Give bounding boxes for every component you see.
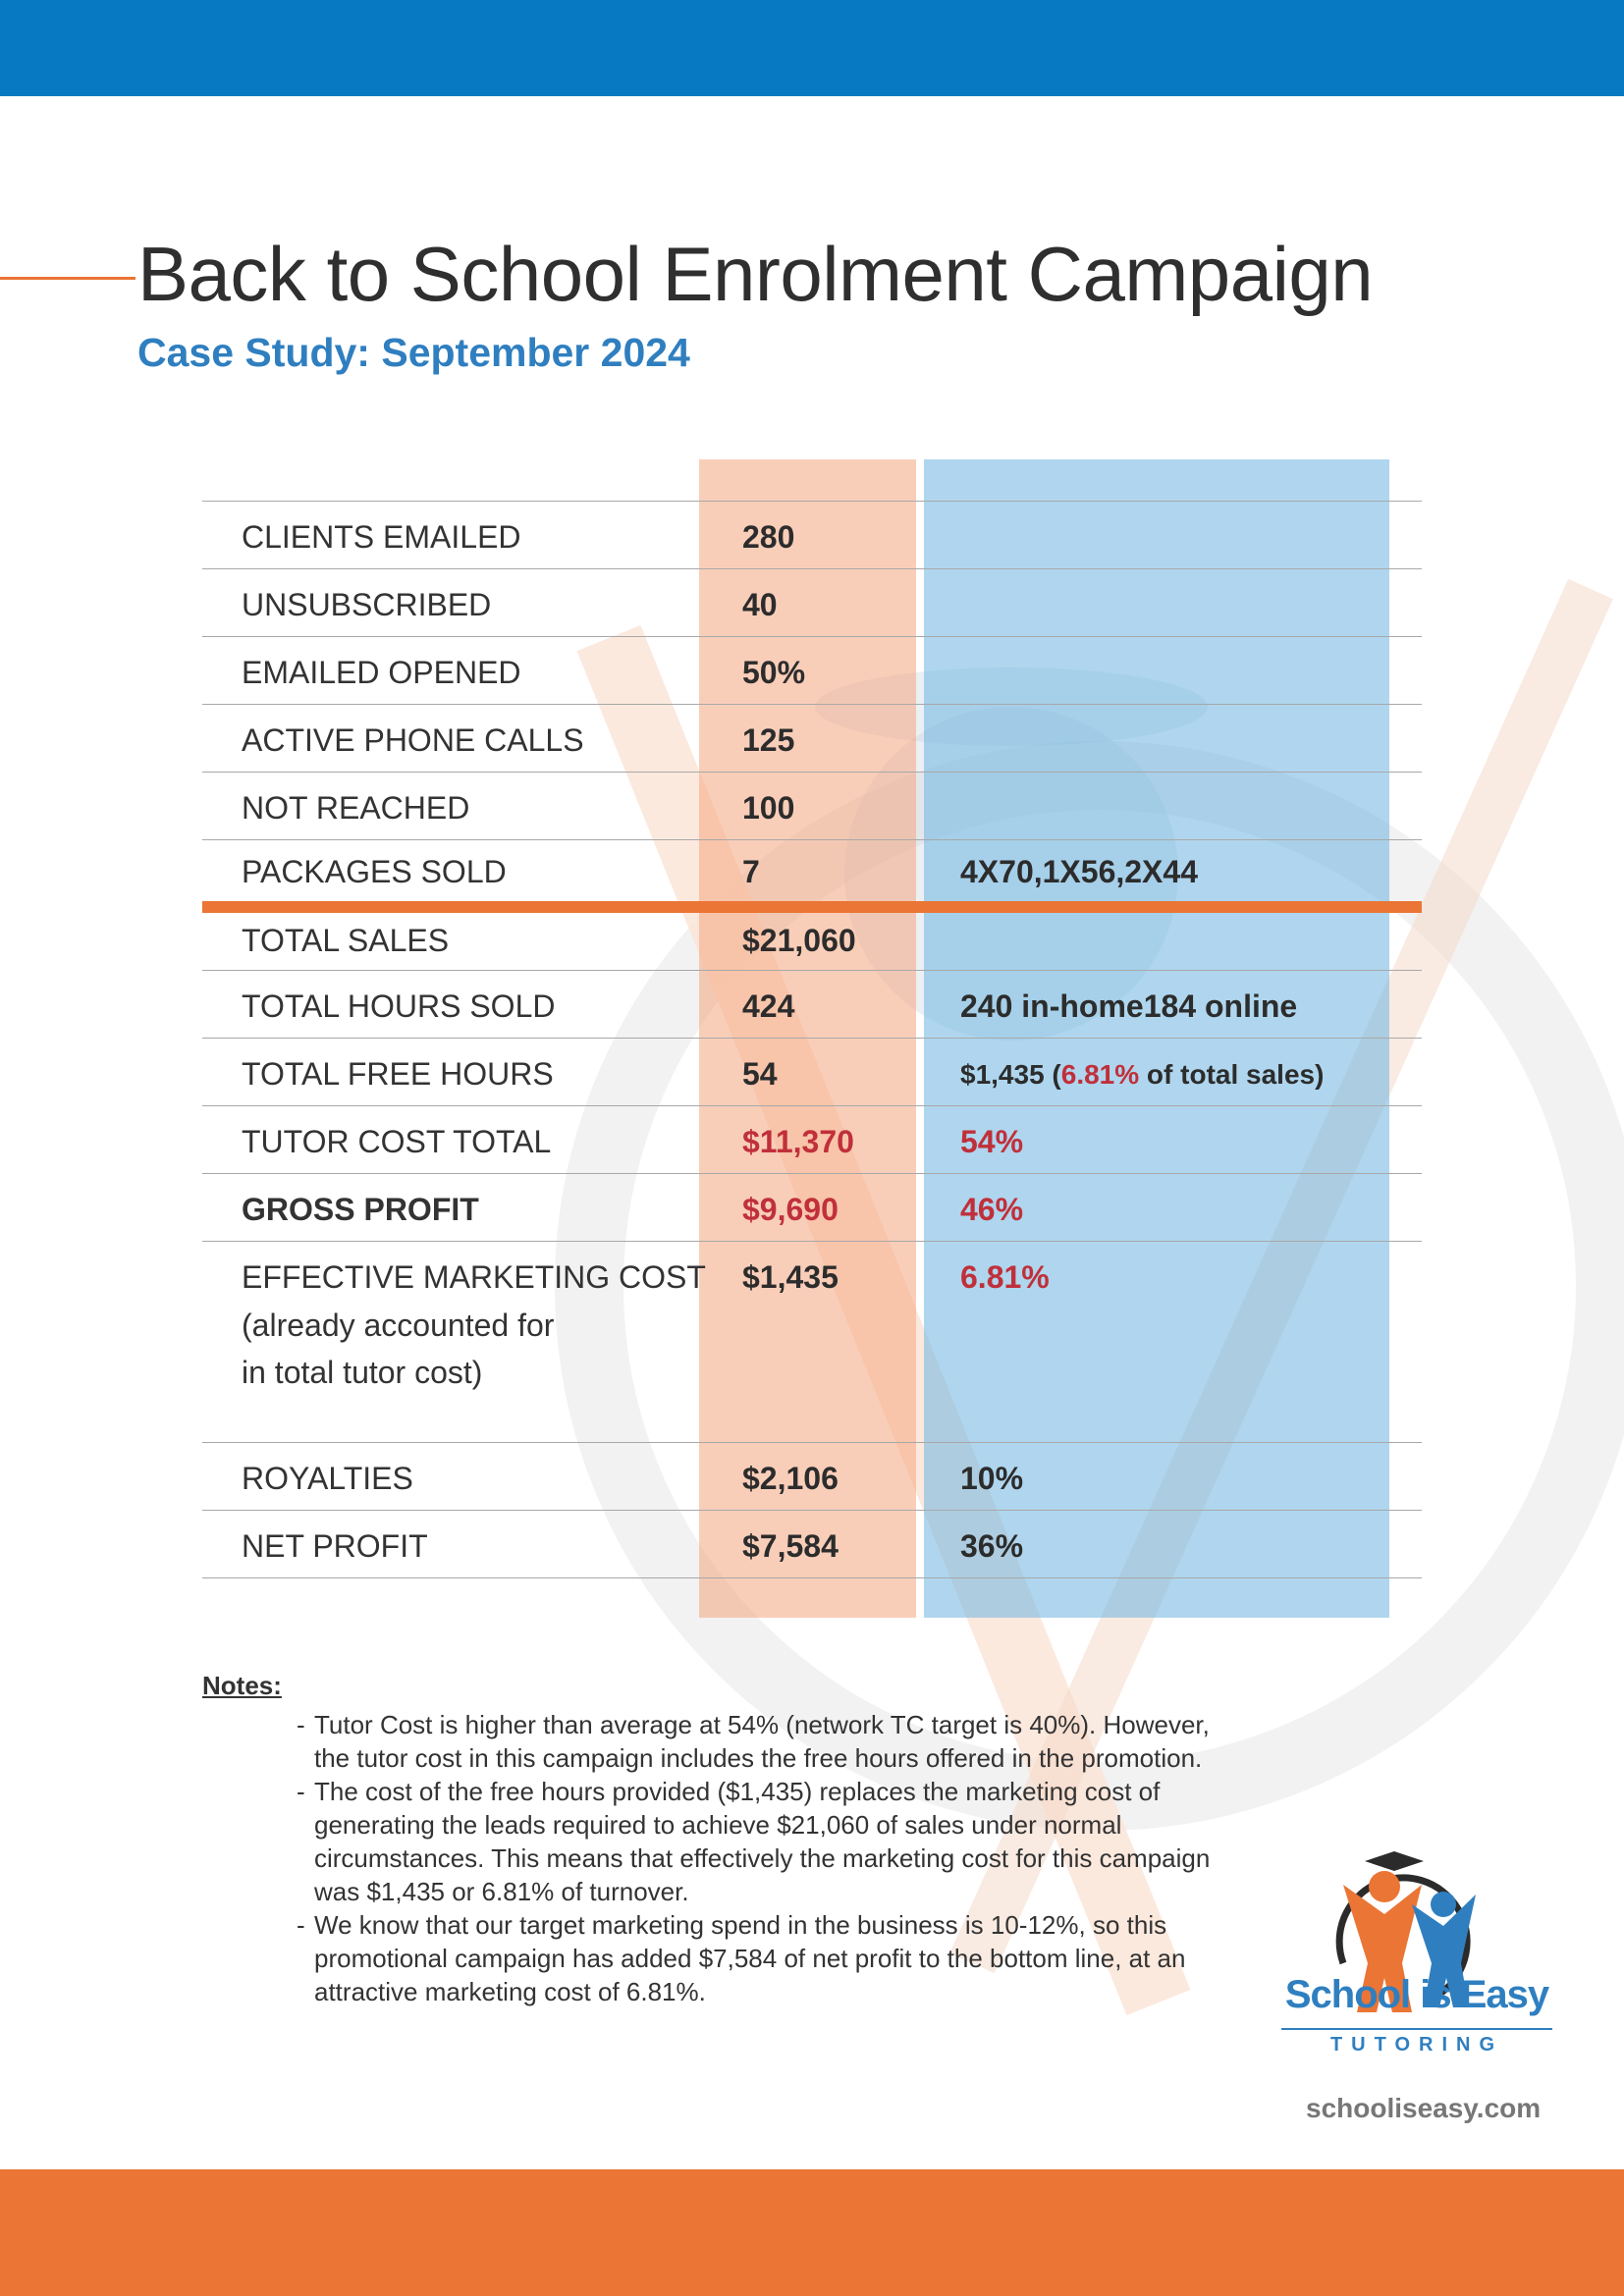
row-label: ROYALTIES <box>242 1461 413 1496</box>
row-note: 6.81% <box>960 1259 1050 1295</box>
notes-list <box>297 1708 1223 2008</box>
notes-section <box>202 1669 1223 2008</box>
row-value: $21,060 <box>742 923 856 958</box>
table-row <box>202 1241 1422 1442</box>
title-accent-rule <box>0 277 135 280</box>
row-value: $9,690 <box>742 1192 839 1227</box>
row-value: 50% <box>742 655 806 690</box>
note-item: - We know that our target marketing spend in the business is 10-12%, so this promotional campaign has added $7,584 of net profit to the bottom line, at an attractive marketing cost of 6.81%. <box>297 1908 1223 2008</box>
note-item: - The cost of the free hours provided ($1,435) replaces the marketing cost of generating the leads required to achieve $21,060 of sales under normal circumstances. This means that effectively the marketing cost for this campaign was $1,435 or 6.81% of turnover. <box>297 1775 1223 1908</box>
row-label: TOTAL SALES <box>242 923 450 958</box>
row-label: EMAILED OPENED <box>242 655 521 690</box>
table-row <box>202 970 1422 1038</box>
note-suffix: of total sales) <box>1139 1059 1325 1090</box>
logo-tagline: TUTORING <box>1329 2034 1504 2056</box>
row-label: UNSUBSCRIBED <box>242 587 492 622</box>
row-value: $1,435 <box>742 1259 839 1295</box>
bottom-orange-band <box>0 2169 1624 2296</box>
row-value: 100 <box>742 790 795 826</box>
table-row <box>202 704 1422 772</box>
row-sublabel: (already accounted for <box>242 1308 555 1343</box>
row-label: PACKAGES SOLD <box>242 854 507 889</box>
row-value: 54 <box>742 1056 778 1092</box>
table-row <box>202 1105 1422 1173</box>
row-note: 240 in-home184 online <box>960 988 1298 1024</box>
note-highlight: 6.81% <box>1060 1059 1140 1090</box>
row-note: 46% <box>960 1192 1024 1227</box>
row-value: $2,106 <box>742 1461 839 1496</box>
row-note: 36% <box>960 1528 1024 1564</box>
row-value: $7,584 <box>742 1528 839 1564</box>
row-note: 4X70,1X56,2X44 <box>960 854 1198 889</box>
row-value: 424 <box>742 988 795 1024</box>
row-label: NOT REACHED <box>242 790 470 826</box>
logo-wordmark: School is Easy <box>1284 1973 1549 2016</box>
row-value: 40 <box>742 587 778 622</box>
notes-heading: Notes: <box>202 1671 282 1700</box>
row-label-main: EFFECTIVE MARKETING COST <box>242 1259 706 1295</box>
page-subtitle: Case Study: September 2024 <box>137 330 690 376</box>
table-row <box>202 772 1422 839</box>
table-row <box>202 636 1422 704</box>
note-item: - Tutor Cost is higher than average at 54% (network TC target is 40%). However, the tutor cost in this campaign includes the free hours offered in the promotion. <box>297 1708 1223 1775</box>
table-row <box>202 1510 1422 1578</box>
row-sublabel: in total tutor cost) <box>242 1355 483 1390</box>
row-label <box>242 1259 706 1396</box>
top-blue-band <box>0 0 1624 96</box>
row-label: ACTIVE PHONE CALLS <box>242 722 584 758</box>
row-label: NET PROFIT <box>242 1528 428 1564</box>
table-row <box>202 1038 1422 1105</box>
logo-divider <box>1281 2028 1552 2030</box>
table-row <box>202 1442 1422 1510</box>
table-row <box>202 568 1422 636</box>
row-note: 54% <box>960 1124 1024 1159</box>
table-row <box>202 901 1422 970</box>
row-label: TOTAL HOURS SOLD <box>242 988 556 1024</box>
website-link[interactable]: schooliseasy.com <box>1306 2093 1542 2123</box>
table-row <box>202 501 1422 568</box>
row-label: GROSS PROFIT <box>242 1192 479 1227</box>
row-value: $11,370 <box>742 1124 854 1159</box>
row-label: TUTOR COST TOTAL <box>242 1124 552 1159</box>
row-value: 7 <box>742 854 760 889</box>
row-value: 280 <box>742 519 795 555</box>
note-prefix: $1,435 ( <box>960 1059 1061 1090</box>
page-title: Back to School Enrolment Campaign <box>137 231 1374 318</box>
row-label: TOTAL FREE HOURS <box>242 1056 554 1092</box>
row-value: 125 <box>742 722 795 758</box>
row-note <box>960 1059 1324 1091</box>
table-row <box>202 1173 1422 1241</box>
row-label: CLIENTS EMAILED <box>242 519 521 555</box>
campaign-results-table <box>202 501 1422 1578</box>
table-row <box>202 839 1422 901</box>
row-note: 10% <box>960 1461 1024 1496</box>
